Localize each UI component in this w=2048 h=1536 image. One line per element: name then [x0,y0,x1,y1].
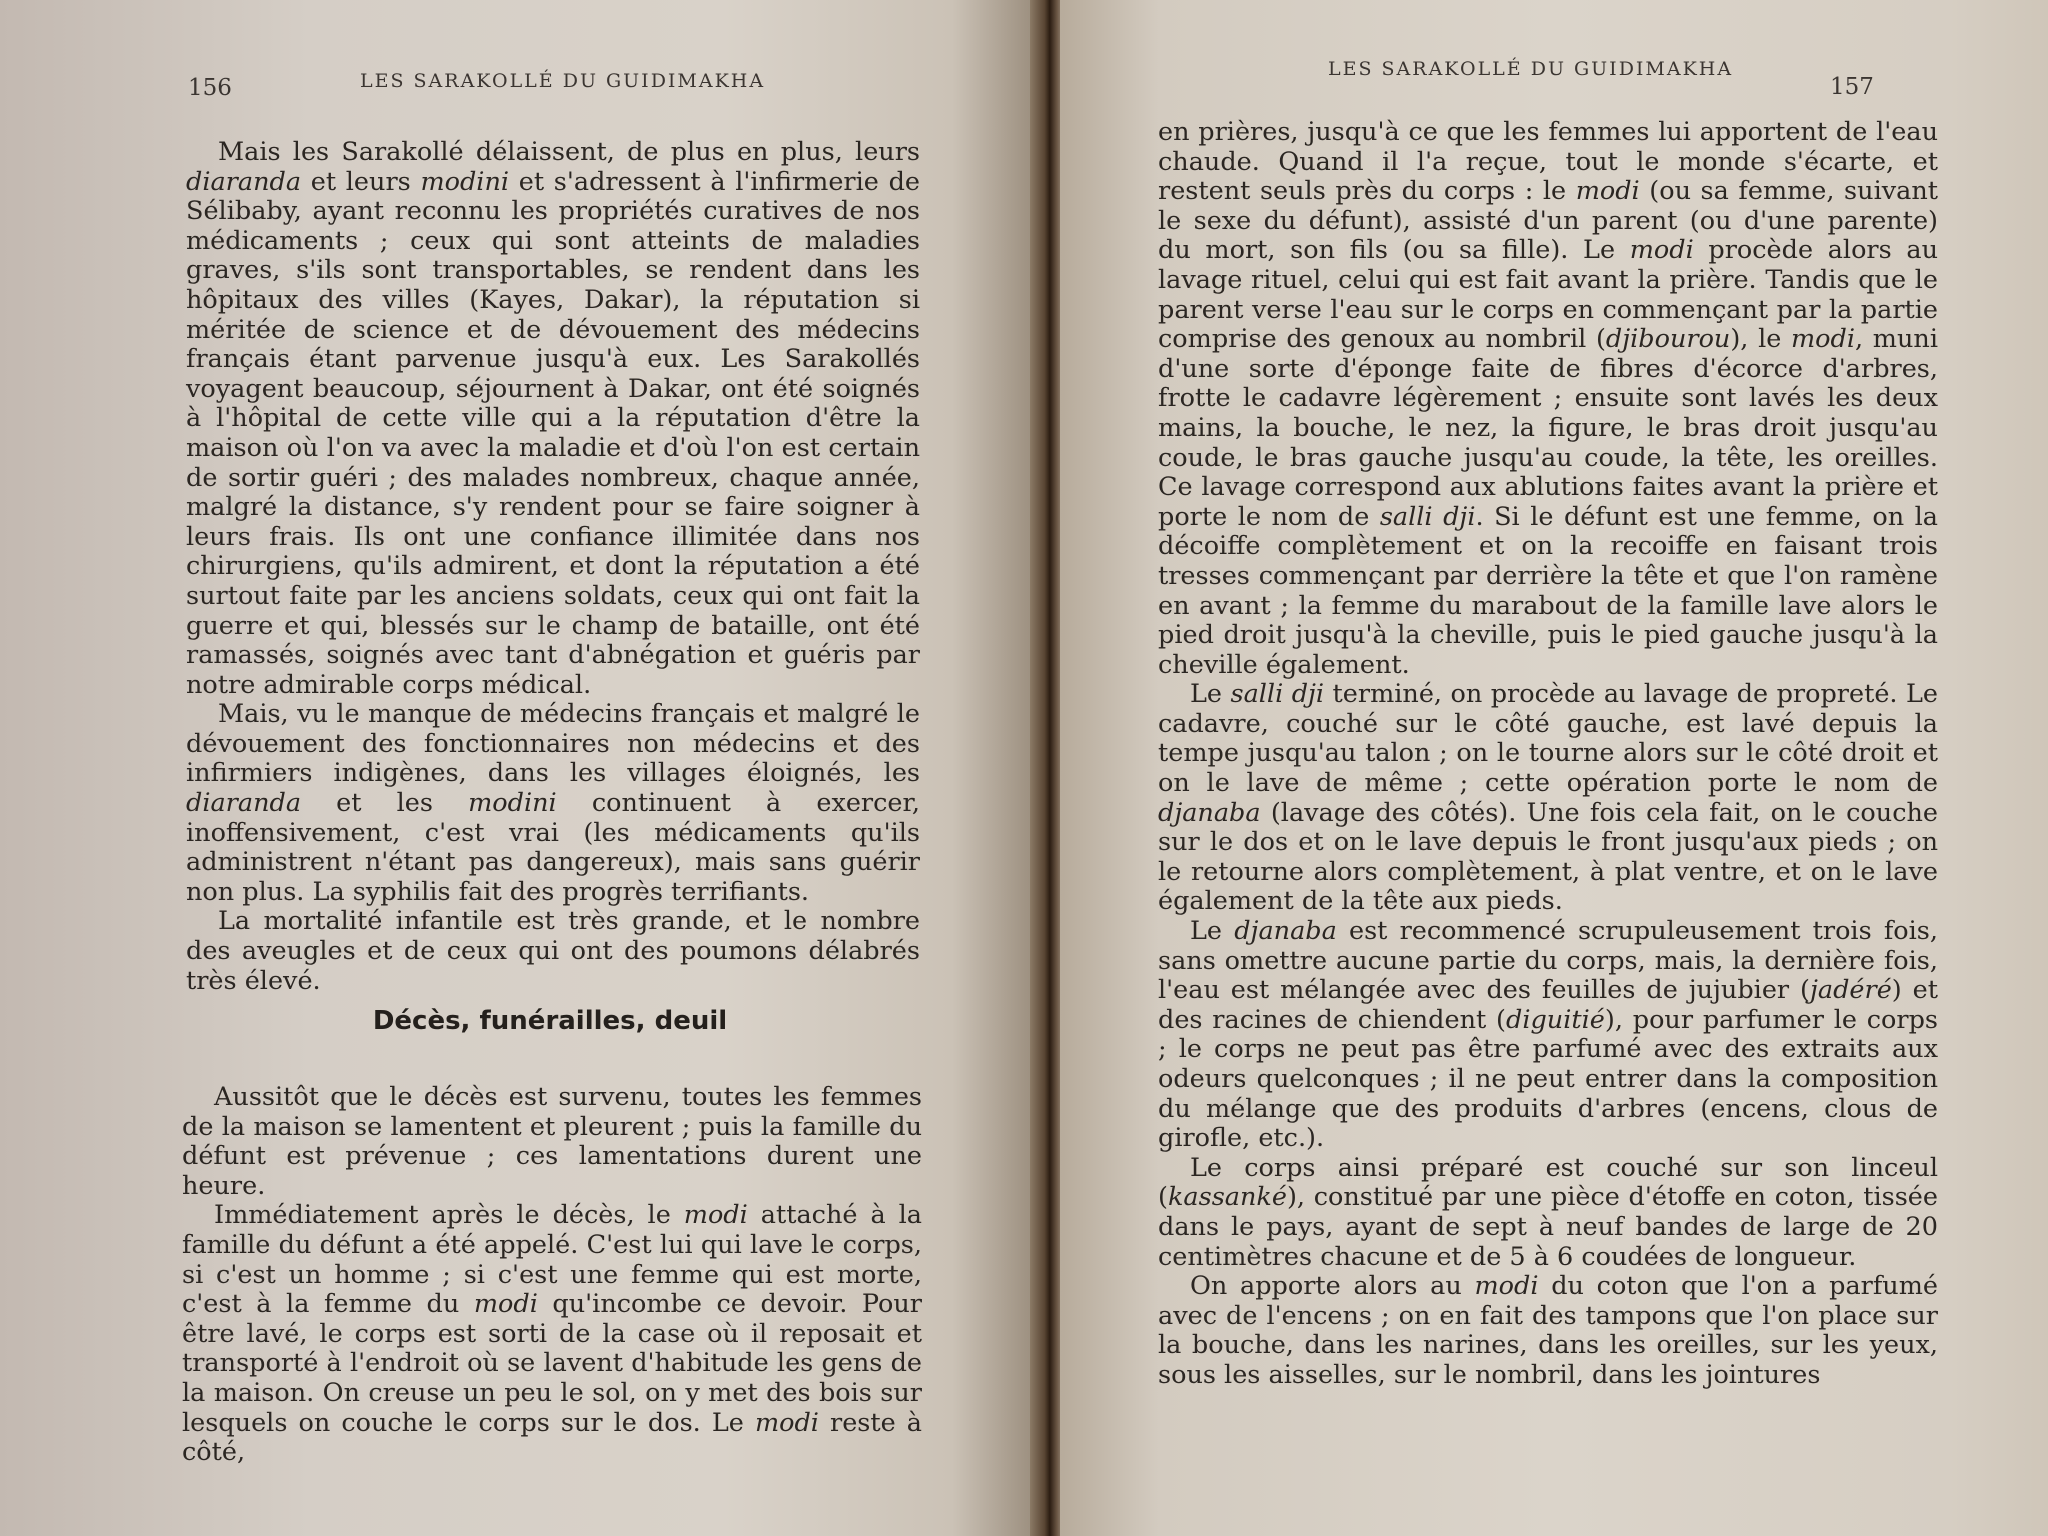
paragraph [1158,917,1938,1154]
italic-term: modini [468,788,557,819]
italic-term: modi [1575,176,1640,207]
italic-term: djanaba [1234,916,1337,947]
text-run: Le [1190,916,1235,947]
italic-term: modi [754,1407,819,1438]
text-run: Le corps ainsi préparé est couché sur son linceul ( [1158,1152,1938,1213]
paragraph [186,907,920,996]
text-run: attaché à la famille du défunt a été appelé. C'est lui qui lave le corps, si c'est un homme ; si c'est une femme qui est morte, c'est à la femme du [182,1200,922,1320]
text-run: . Si le défunt est une femme, on la décoiffe complètement et on la recoiffe en faisant trois tresses commençant par derrière la tête et que l'on ramène en avant ; la femme du marabout de la famille lave alors le pied droit jusqu'à la cheville, puis le pied gauche jusqu'à la cheville également. [1158,501,1938,680]
italic-term: modi [683,1200,748,1231]
italic-term: djanaba [1158,797,1261,828]
text-run: reste à côté, [182,1407,922,1468]
italic-term: diaranda [186,166,302,197]
section-heading: Décès, funérailles, deuil [372,1006,728,1036]
text-run: (ou sa femme, suivant le sexe du défunt), assisté d'un parent (ou d'une parente) du mort, son fils (ou sa fille). Le [1158,176,1939,266]
running-head-right: LES SARAKOLLÉ DU GUIDIMAKHA [1328,58,1734,80]
text-run: , muni d'une sorte d'éponge faite de fibres d'écorce d'arbres, frotte le cadavre légèrement ; ensuite sont lavés les deux mains, la bouche, le nez, la figure, le bras droit jusqu'au coude, le bras gauche jusqu'au coude, la tête, les oreilles. Ce lavage correspond aux ablutions faites avant la prière et porte le nom de [1158,324,1938,532]
text-run: qu'incombe ce devoir. Pour être lavé, le corps est sorti de la case où il reposait et transporté à l'endroit où se lavent d'habitude les gens de la maison. On creuse un peu le sol, on y met des bois sur lesquels on couche le corps sur le dos. Le [182,1289,922,1438]
text-run: du coton que l'on a parfumé avec de l'encens ; on en fait des tampons que l'on place sur la bouche, dans les narines, dans les oreilles, sur les yeux, sous les aisselles, sur le nombril, dans les jointures [1158,1271,1938,1390]
paragraph [186,138,920,700]
text-run: terminé, on procède au lavage de propreté. Le cadavre, couché sur le côté gauche, est lavé depuis la tempe jusqu'au talon ; on le tourne alors sur le côté droit et on le lave de même ; cette opération porte le nom de [1158,679,1938,799]
italic-term: modi [473,1289,538,1320]
text-run: est recommencé scrupuleusement trois fois, sans omettre aucune partie du corps, mais, la dernière fois, l'eau est mélangée avec des feuilles de jujubier ( [1158,916,1938,1006]
text-run: procède alors au lavage rituel, celui qui est fait avant la prière. Tandis que le parent verse l'eau sur le corps en commençant par la partie comprise des genoux au nombril ( [1158,235,1938,355]
paragraph [182,1083,922,1201]
text-run: Mais les Sarakollé délaissent, de plus en plus, leurs [218,137,920,167]
text-run: Aussitôt que le décès est survenu, toutes les femmes de la maison se lamentent et pleurent ; puis la famille du défunt est prévenue ; ces lamentations durent une heure. [182,1082,922,1201]
text-run: Mais, vu le manque de médecins français et malgré le dévouement des fonctionnaires non médecins et des infirmiers indigènes, dans les villages éloignés, les [186,699,920,789]
text-run: (lavage des côtés). Une fois cela fait, on le couche sur le dos et on le lave depuis le front jusqu'aux pieds ; on le retourne alors complètement, à plat ventre, et on le lave également de la tête aux pieds. [1158,797,1938,917]
paragraph [182,1201,922,1467]
text-run: Immédiatement après le décès, le [214,1200,684,1231]
italic-term: salli dji [1230,679,1325,710]
running-head-left: LES SARAKOLLÉ DU GUIDIMAKHA [360,70,766,92]
text-run: La mortalité infantile est très grande, et le nombre des aveugles et de ceux qui ont des poumons délabrés très élevé. [186,906,920,996]
left-text-before-heading [186,138,920,996]
italic-term: modi [1629,235,1694,266]
text-run: Le [1190,679,1231,710]
text-run: ) et des racines de chiendent ( [1158,975,1938,1035]
text-run: ), pour parfumer le corps ; le corps ne peut pas être parfumé avec des extraits aux odeurs quelconques ; il ne peut entrer dans la composition du mélange que des produits d'arbres (encens, clous de girofle, etc.). [1158,1004,1938,1154]
italic-term: diaranda [186,788,302,819]
italic-term: djibourou [1605,324,1731,355]
text-run: ), constitué par une pièce d'étoffe en coton, tissée dans le pays, ayant de sept à neuf bandes de large de 20 centimètres chacune et de 5 à 6 coudées de longueur. [1158,1182,1938,1272]
left-text-after-heading [182,1083,922,1468]
text-run: ), le [1730,324,1791,355]
text-run: On apporte alors au [1190,1271,1475,1302]
italic-term: salli dji [1379,501,1476,532]
text-run: et les [301,788,469,819]
right-text [1158,118,1938,1391]
text-run: et s'adressent à l'infirmerie de Sélibaby, ayant reconnu les propriétés curatives de nos médicaments ; ceux qui sont atteints de maladies graves, s'ils sont transportables, se rendent dans les hôpitaux des villes (Kayes, Dakar), la réputation si méritée de science et de dévouement des médecins français étant parvenue jusqu'à eux. Les Sarakollés voyagent beaucoup, séjournent à Dakar, ont été soignés à l'hôpital de cette ville qui a la réputation d'être la maison où l'on va avec la maladie et d'où l'on est certain de sortir guéri ; des malades nombreux, chaque année, malgré la distance, s'y rendent pour se faire soigner à leurs frais. Ils ont une confiance illimitée dans nos chirurgiens, qu'ils admirent, et dont la réputation a été surtout faite par les anciens soldats, ceux qui ont fait la guerre et qui, blessés sur le champ de bataille, ont été ramassés, soignés avec tant d'abnégation et guéris par notre admirable corps médical. [186,166,920,700]
paragraph [1158,1154,1938,1272]
italic-term: modi [1474,1271,1539,1302]
right-page [1060,0,2048,1536]
italic-term: jadéré [1809,975,1892,1006]
paragraph [186,700,920,907]
italic-term: diguitié [1506,1004,1605,1035]
paragraph [1158,680,1938,917]
text-run: continuent à exercer, inoffensivement, c'est vrai (les médicaments qu'ils administrent n'étant pas dangereux), mais sans guérir non plus. La syphilis fait des progrès terrifiants. [186,788,920,907]
italic-term: kassanké [1167,1182,1287,1213]
page-number-left: 156 [188,75,232,101]
text-run: et leurs [301,166,421,197]
page-number-right: 157 [1830,74,1874,100]
text-run: en prières, jusqu'à ce que les femmes lui apportent de l'eau chaude. Quand il l'a reçue, tout le monde s'écarte, et restent seuls près du corps : le [1158,117,1938,207]
paragraph [1158,118,1938,680]
italic-term: modini [420,166,510,197]
italic-term: modi [1791,324,1856,355]
paragraph [1158,1272,1938,1390]
